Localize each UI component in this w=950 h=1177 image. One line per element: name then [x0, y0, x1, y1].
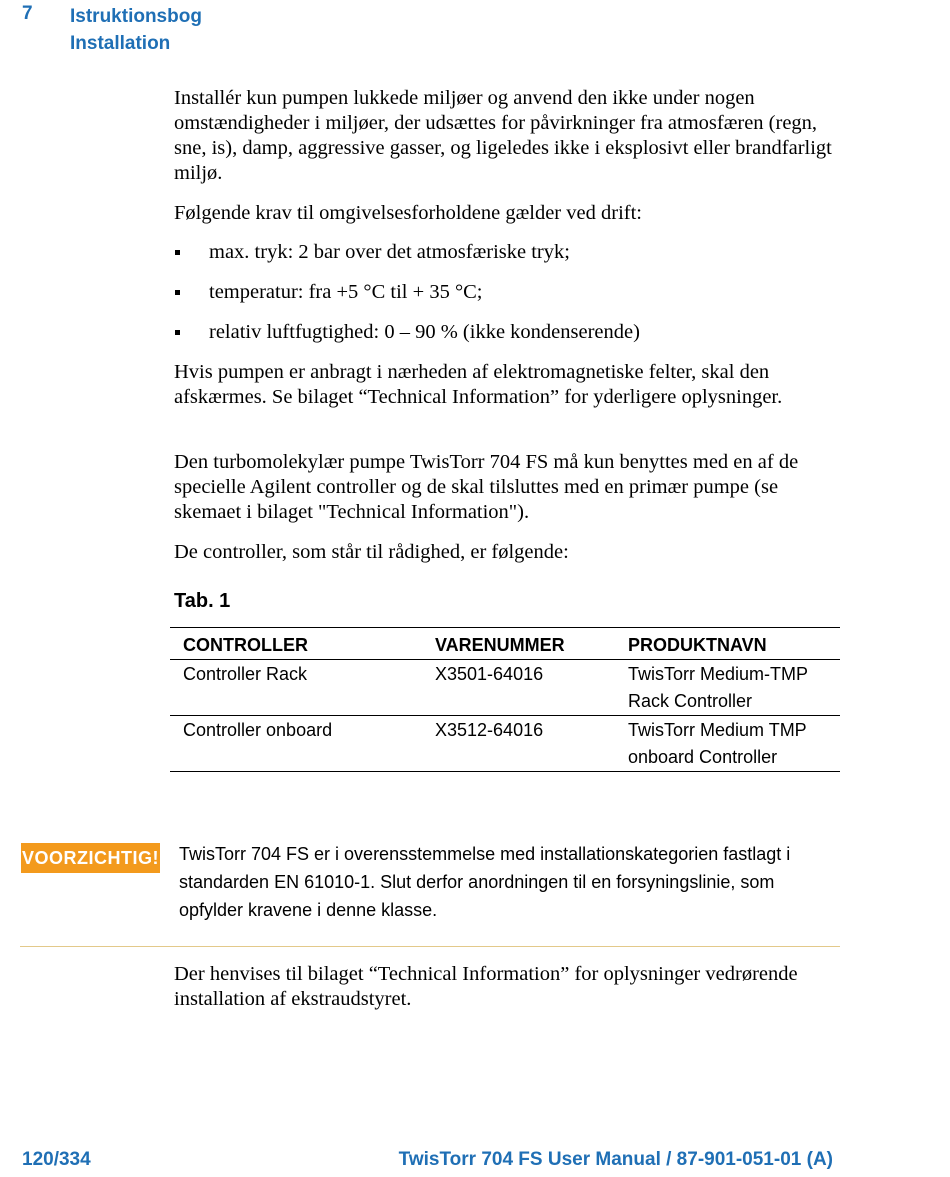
- column-header: VARENUMMER: [422, 628, 615, 660]
- table-caption: Tab. 1: [174, 590, 231, 612]
- manual-title: TwisTorr 704 FS User Manual / 87-901-051-01 (A): [398, 1149, 833, 1170]
- list-item: [174, 280, 840, 305]
- list-item: [174, 320, 840, 345]
- table-cell: Controller Rack: [170, 660, 422, 716]
- column-header: PRODUKTNAVN: [615, 628, 840, 660]
- chapter-title: Istruktionsbog: [70, 6, 202, 27]
- paragraph-available: De controller, som står til rådighed, er følgende:: [174, 541, 569, 563]
- section-title: Installation: [70, 33, 171, 54]
- caution-badge: VOORZICHTIG!: [21, 843, 160, 873]
- bullet-square-icon: [175, 290, 180, 295]
- table-header-row: [170, 628, 840, 660]
- caution-text: TwisTorr 704 FS er i overensstemmelse med installationskategorien fastlagt i standarden EN 61010-1. Slut derfor anordningen til en forsyningslinie, som opfylder kravene i denne klasse.: [179, 844, 791, 920]
- table-cell: X3512-64016: [422, 716, 615, 772]
- paragraph-environment: Installér kun pumpen lukkede miljøer og anvend den ikke under nogen omstændigheder i miljøer, der udsættes for påvirkninger fra atmosfæren (regn, sne, is), damp, aggressive gasser, og ligeledes ikke i eksplosivt eller brandfarligt miljø.: [174, 87, 832, 184]
- list-item-text: max. tryk: 2 bar over det atmosfæriske tryk;: [209, 241, 570, 263]
- bullet-square-icon: [175, 330, 180, 335]
- requirements-list: [174, 240, 840, 360]
- paragraph-em-fields: Hvis pumpen er anbragt i nærheden af elektromagnetiske felter, skal den afskærmes. Se bilaget “Technical Information” for yderligere oplysninger.: [174, 361, 783, 408]
- column-header: CONTROLLER: [170, 628, 422, 660]
- table-cell: TwisTorr Medium TMP onboard Controller: [615, 716, 840, 772]
- table-cell: Controller onboard: [170, 716, 422, 772]
- table-cell: X3501-64016: [422, 660, 615, 716]
- list-item: [174, 240, 840, 265]
- table-cell: TwisTorr Medium-TMP Rack Controller: [615, 660, 840, 716]
- table-row: [170, 716, 840, 772]
- table-row: [170, 660, 840, 716]
- controller-table: [170, 627, 840, 772]
- bullet-square-icon: [175, 250, 180, 255]
- paragraph-accessories: Der henvises til bilaget “Technical Information” for oplysninger vedrørende installation af ekstraudstyret.: [174, 963, 798, 1010]
- chapter-number: 7: [22, 3, 33, 24]
- list-item-text: temperatur: fra +5 °C til + 35 °C;: [209, 281, 483, 303]
- page-number: 120/334: [22, 1149, 91, 1170]
- paragraph-requirements-intro: Følgende krav til omgivelsesforholdene gælder ved drift:: [174, 202, 642, 224]
- caution-divider: [20, 946, 840, 947]
- paragraph-controllers: Den turbomolekylær pumpe TwisTorr 704 FS må kun benyttes med en af de specielle Agilent controller og de skal tilsluttes med en primær pumpe (se skemaet i bilaget "Technical Information").: [174, 451, 799, 523]
- list-item-text: relativ luftfugtighed: 0 – 90 % (ikke kondenserende): [209, 321, 640, 343]
- chapter-heading: [70, 3, 202, 57]
